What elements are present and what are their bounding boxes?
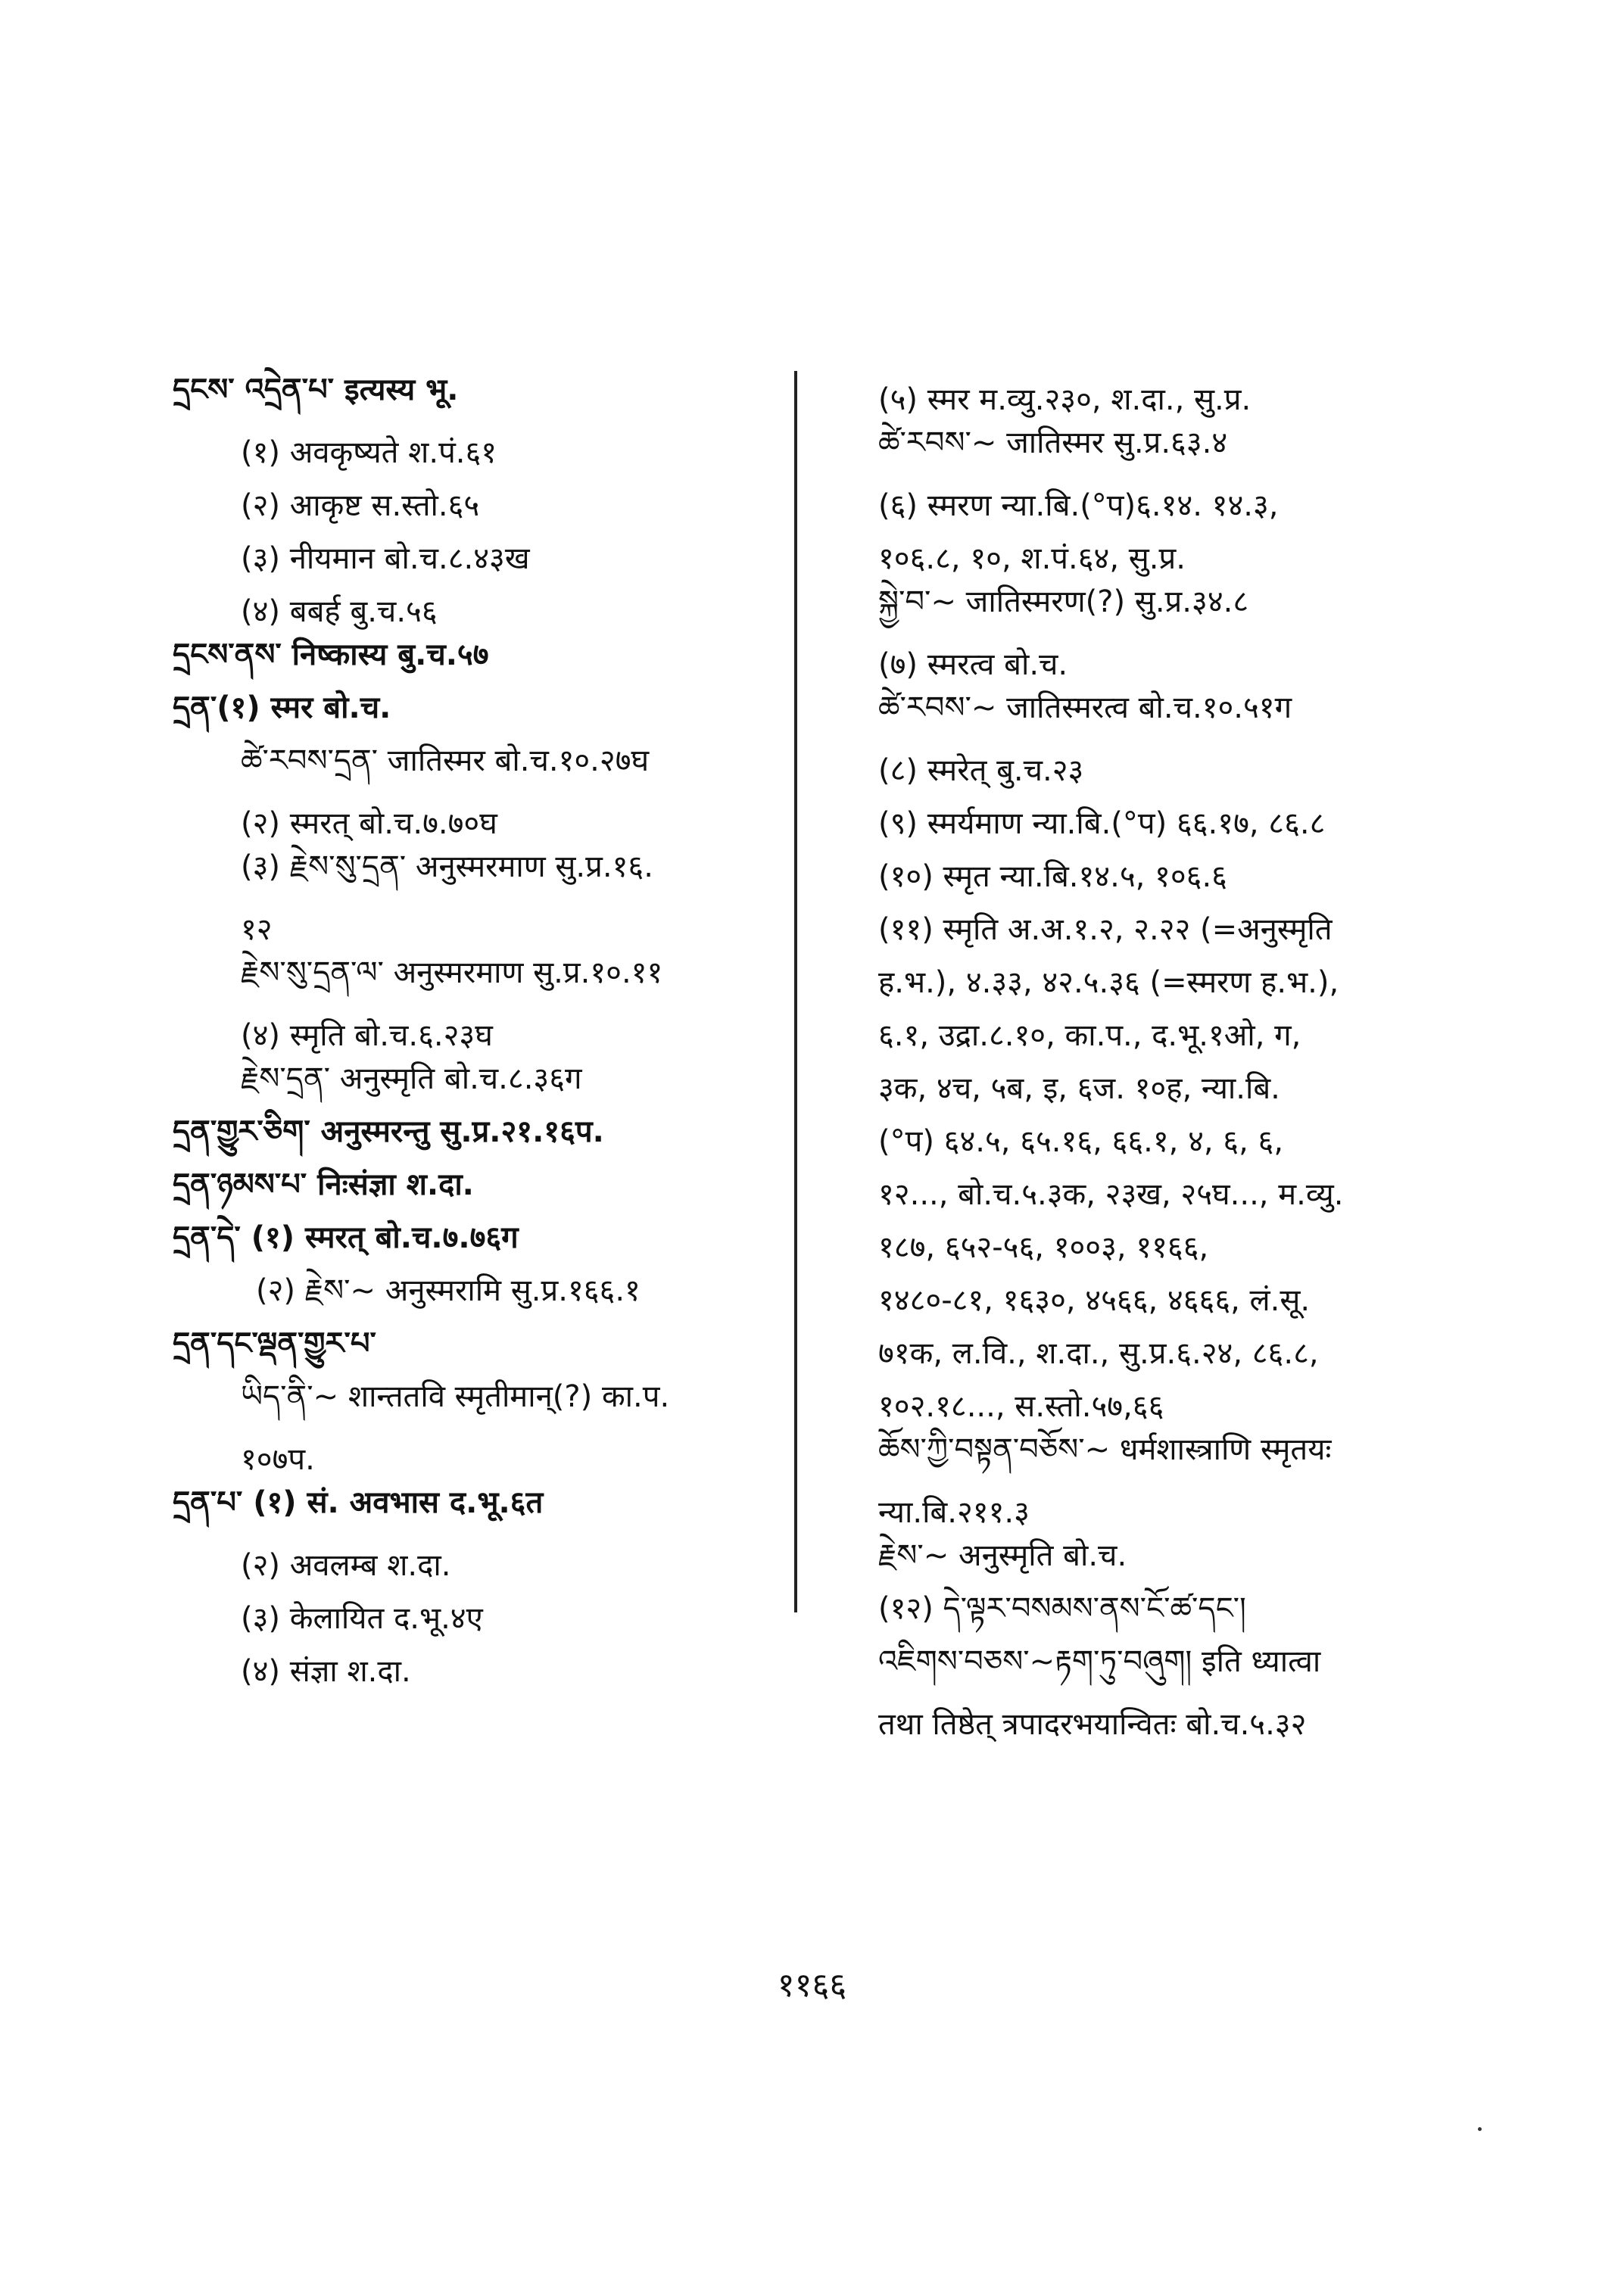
entry-line: རྗེས་~ अनुस्मृति बो.च. xyxy=(878,1537,1127,1573)
entry-line: དྲངས་ནས་ निष्कास्य बु.च.५७ xyxy=(173,637,489,672)
entry-line: དྲན་(१) स्मर बो.च. xyxy=(173,690,391,725)
entry-line: (८) स्मरेत् बु.च.२३ xyxy=(878,752,1084,788)
entry-line: (१२) དེ་ལྟར་བསམས་ནས་ངོ་ཚ་དང་། xyxy=(878,1590,1246,1626)
entry-line: (५) स्मर म.व्यु.२३०, श.दा., सु.प्र. xyxy=(878,382,1252,417)
entry-line: (३) केलायित द.भू.४ए xyxy=(241,1600,483,1636)
entry-line: དྲན་པ་ (१) सं. अवभास द.भू.६त xyxy=(173,1485,544,1520)
entry-line: १८७, ६५२-५६, १००३, ११६६, xyxy=(878,1229,1209,1265)
entry-line: (४) बबर्ह बु.च.५६ xyxy=(241,594,438,629)
entry-line: (१) अवकृष्यते श.पं.६१ xyxy=(241,435,497,470)
entry-line: དྲན་གྱུར་ཅིག་ अनुस्मरन्तु सु.प्र.२१.१६प. xyxy=(173,1114,604,1149)
entry-line: ཚེ་རབས་དྲན་ जातिस्मर बो.च.१०.२७घ xyxy=(241,743,650,778)
entry-line: (७) स्मरत्व बो.च. xyxy=(878,646,1068,682)
entry-line: (४) स्मृति बो.च.६.२३घ xyxy=(241,1017,493,1053)
entry-line: ह.भ.), ४.३३, ४२.५.३६ (=स्मरण ह.भ.), xyxy=(878,964,1339,1000)
entry-line: (४) संज्ञा श.दा. xyxy=(241,1653,411,1689)
entry-line: (२) अवलम्ब श.दा. xyxy=(241,1547,451,1583)
entry-line: (६) स्मरण न्या.बि.(°प)६.१४. १४.३, xyxy=(878,488,1279,523)
entry-line: न्या.बि.२११.३ xyxy=(878,1494,1030,1530)
entry-line: དྲན་དང་ལྡན་གྱུར་པ་ xyxy=(173,1326,376,1361)
entry-line: (९) स्मर्यमाण न्या.बि.(°प) ६६.१७, ८६.८ xyxy=(878,805,1326,841)
entry-line: ཡིད་ནི་~ शान्ततवि स्मृतीमान्(?) का.प. xyxy=(241,1379,670,1414)
entry-line: (२) स्मरत् बो.च.७.७०घ xyxy=(241,805,497,841)
column-divider xyxy=(794,371,797,1612)
entry-line: (२) आकृष्ट स.स्तो.६५ xyxy=(241,488,480,523)
entry-line: ཆོས་ཀྱི་བསྟན་བཅོས་~ धर्मशास्त्राणि स्मृतयः xyxy=(878,1432,1332,1467)
entry-line: དྲངས་ འདྲེན་པ་ इत्यस्य भू. xyxy=(173,372,459,407)
entry-line: १०२.१८..., स.स्तो.५७,६६ xyxy=(878,1388,1164,1424)
entry-line: ཚེ་རབས་~ जातिस्मर सु.प्र.६३.४ xyxy=(878,425,1228,460)
entry-line: १२ xyxy=(241,911,273,947)
entry-line: (२) རྗེས་~ अनुस्मरामि सु.प्र.१६६.१ xyxy=(256,1273,641,1308)
entry-line: १०६.८, १०, श.पं.६४, सु.प्र. xyxy=(878,541,1186,576)
entry-line: དྲན་དེ་ (१) स्मरत् बो.च.७.७६ग xyxy=(173,1220,519,1255)
entry-line: སྐྱེ་བ་~ जातिस्मरण(?) सु.प्र.३४.८ xyxy=(878,584,1249,619)
entry-line: तथा तिष्ठेत् त्रपादरभयान्वितः बो.च.५.३२ xyxy=(878,1706,1307,1742)
entry-line: (३) རྗེས་སུ་དྲན་ अनुस्मरमाण सु.प्र.१६. xyxy=(241,849,653,884)
right-column xyxy=(878,371,1484,1749)
entry-line: १०७प. xyxy=(241,1441,315,1477)
entry-line: དྲན་ཉམས་པ་ निःसंज्ञा श.दा. xyxy=(173,1167,474,1202)
entry-line: ཚེ་རབས་~ जातिस्मरत्व बो.च.१०.५१ग xyxy=(878,690,1292,725)
entry-line: (१०) स्मृत न्या.बि.१४.५, १०६.६ xyxy=(878,858,1227,894)
left-column xyxy=(173,371,778,1696)
entry-line: ३क, ४च, ५ब, इ, ६ज. १०ह, न्या.बि. xyxy=(878,1070,1280,1106)
page-number: ११६६ xyxy=(777,1966,847,2005)
entry-line: १२..., बो.च.५.३क, २३ख, २५घ..., म.व्यु. xyxy=(878,1176,1344,1212)
speck-mark xyxy=(1478,2127,1482,2131)
entry-line: འཇིགས་བཅས་~རྟག་ཏུ་བཞུག། इति ध्यात्वा xyxy=(878,1643,1321,1679)
entry-line: (३) नीयमान बो.च.८.४३ख xyxy=(241,541,530,576)
entry-line: १४८०-८१, १६३०, ४५६६, ४६६६, लं.सू. xyxy=(878,1282,1311,1318)
entry-line: ७१क, ल.वि., श.दा., सु.प्र.६.२४, ८६.८, xyxy=(878,1335,1319,1371)
entry-line: (११) स्मृति अ.अ.१.२, २.२२ (=अनुस्मृति xyxy=(878,911,1333,947)
entry-line: ६.१, उद्रा.८.१०, का.प., द.भू.१ओ, ग, xyxy=(878,1017,1301,1053)
entry-line: རྗེས་དྲན་ अनुस्मृति बो.च.८.३६ग xyxy=(241,1061,582,1096)
entry-line: རྗེས་སུ་དྲན་ལ་ अनुस्मरमाण सु.प्र.१०.११ xyxy=(241,955,663,990)
entry-line: (°प) ६४.५, ६५.१६, ६६.१, ४, ६, ६, xyxy=(878,1123,1284,1159)
